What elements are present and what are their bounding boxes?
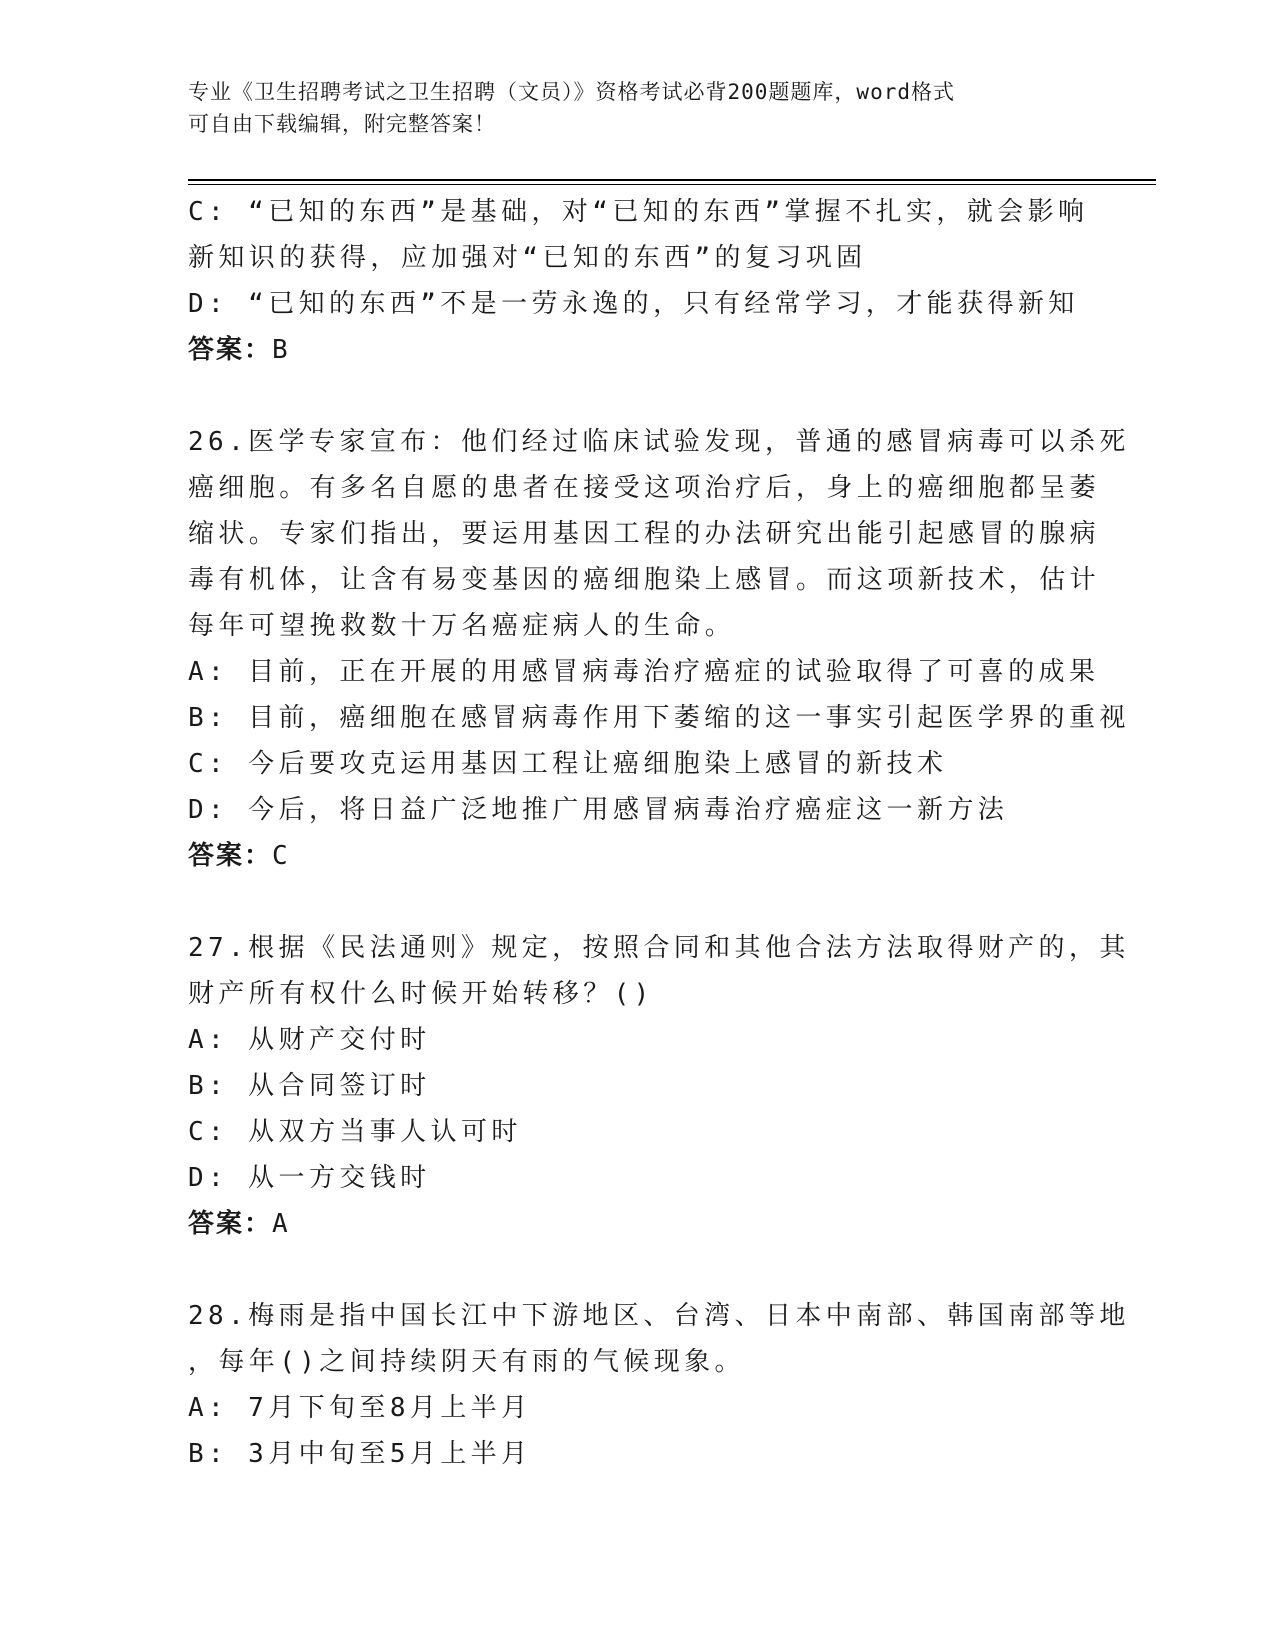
option-c-line2: 新知识的获得，应加强对“已知的东西”的复习巩固 [188, 243, 867, 273]
option-a: A: 从财产交付时 [188, 1025, 431, 1055]
document-header [188, 76, 1088, 140]
option-b: B: 目前，癌细胞在感冒病毒作用下萎缩的这一事实引起医学界的重视 [188, 703, 1130, 733]
question-stem-line: 缩状。专家们指出，要运用基因工程的办法研究出能引起感冒的腺病 [188, 519, 1101, 549]
answer-line [188, 1201, 1088, 1247]
answer-value: A [272, 1209, 290, 1239]
question-27 [188, 925, 1130, 1247]
option-b: B: 从合同签订时 [188, 1071, 431, 1101]
question-25-partial [188, 189, 1088, 373]
question-stem-line: 27.根据《民法通则》规定，按照合同和其他合法方法取得财产的，其 [188, 933, 1130, 963]
answer-line [188, 327, 1088, 373]
answer-value: B [272, 335, 290, 365]
option-d: D: 今后，将日益广泛地推广用感冒病毒治疗癌症这一新方法 [188, 795, 1009, 825]
question-28 [188, 1293, 1130, 1477]
question-26 [188, 419, 1130, 879]
question-stem-line: 癌细胞。有多名自愿的患者在接受这项治疗后，身上的癌细胞都呈萎 [188, 473, 1101, 503]
answer-label: 答案： [188, 841, 273, 871]
option-a: A: 7月下旬至8月上半月 [188, 1393, 532, 1423]
question-list [188, 189, 1130, 1477]
question-stem-line: 26.医学专家宣布：他们经过临床试验发现，普通的感冒病毒可以杀死 [188, 427, 1130, 457]
question-stem-line: 财产所有权什么时候开始转移？() [188, 979, 654, 1009]
option-c: C: 今后要攻克运用基因工程让癌细胞染上感冒的新技术 [188, 749, 948, 779]
option-c: C: 从双方当事人认可时 [188, 1117, 522, 1147]
question-stem-line: ，每年()之间持续阴天有雨的气候现象。 [188, 1347, 745, 1377]
option-c-line1: C: “已知的东西”是基础，对“已知的东西”掌握不扎实，就会影响 [188, 197, 1089, 227]
option-d: D: “已知的东西”不是一劳永逸的，只有经常学习，才能获得新知 [188, 289, 1079, 319]
header-title-line2: 可自由下载编辑，附完整答案！ [188, 112, 496, 136]
answer-label: 答案： [188, 335, 273, 365]
option-b: B: 3月中旬至5月上半月 [188, 1439, 532, 1469]
question-stem-line: 毒有机体，让含有易变基因的癌细胞染上感冒。而这项新技术，估计 [188, 565, 1101, 595]
header-title-line1: 专业《卫生招聘考试之卫生招聘（文员）》资格考试必背200题题库，word格式 [188, 80, 955, 104]
answer-line [188, 833, 1088, 879]
option-d: D: 从一方交钱时 [188, 1163, 431, 1193]
answer-value: C [272, 841, 290, 871]
header-divider-thin [188, 184, 1156, 185]
question-stem-line: 每年可望挽救数十万名癌症病人的生命。 [188, 611, 736, 641]
header-divider-thick [188, 179, 1156, 181]
answer-label: 答案： [188, 1209, 273, 1239]
question-stem-line: 28.梅雨是指中国长江中下游地区、台湾、日本中南部、韩国南部等地 [188, 1301, 1130, 1331]
option-a: A: 目前，正在开展的用感冒病毒治疗癌症的试验取得了可喜的成果 [188, 657, 1100, 687]
